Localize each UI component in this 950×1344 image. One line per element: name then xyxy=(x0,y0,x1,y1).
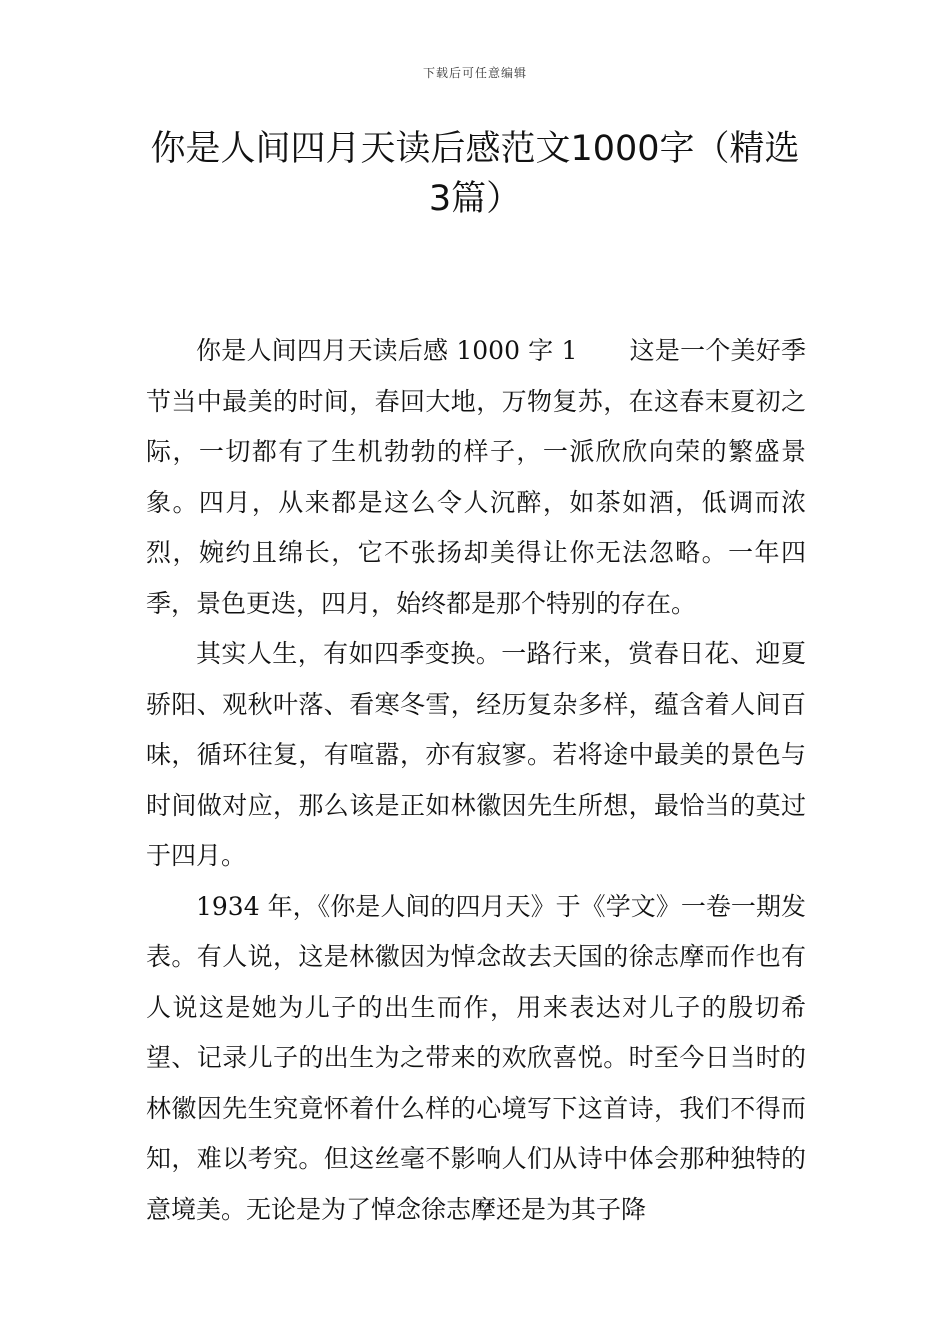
paragraph-1-text: 这是一个美好季节当中最美的时间，春回大地，万物复苏，在这春末夏初之际，一切都有了生机勃勃的样子，一派欣欣向荣的繁盛景象。四月，从来都是这么令人沉醉，如茶如酒，低调而浓烈，婉约且绵长，它不张扬却美得让你无法忽略。一年四季，景色更迭，四月，始终都是那个特别的存在。 xyxy=(146,336,806,618)
document-title: 你是人间四月天读后感范文1000字（精选3篇） xyxy=(150,129,800,219)
document-body xyxy=(146,326,806,1235)
header-note: 下载后可任意编辑 xyxy=(422,66,527,80)
paragraph-1 xyxy=(146,326,806,629)
section-heading: 你是人间四月天读后感 1000 字 1 xyxy=(196,336,578,365)
paragraph-2: 其实人生，有如四季变换。一路行来，赏春日花、迎夏骄阳、观秋叶落、看寒冬雪，经历复杂多样，蕴含着人间百味，循环往复，有喧嚣，亦有寂寥。若将途中最美的景色与时间做对应，那么该是正如林徽因先生所想，最恰当的莫过于四月。 xyxy=(146,639,806,870)
paragraph-3: 1934 年，《你是人间的四月天》于《学文》一卷一期发表。有人说，这是林徽因为悼念故去天国的徐志摩而作也有人说这是她为儿子的出生而作，用来表达对儿子的殷切希望、记录儿子的出生为之带来的欢欣喜悦。时至今日当时的林徽因先生究竟怀着什么样的心境写下这首诗，我们不得而知，难以考究。但这丝毫不影响人们从诗中体会那种独特的意境美。无论是为了悼念徐志摩还是为其子降 xyxy=(146,891,806,1224)
